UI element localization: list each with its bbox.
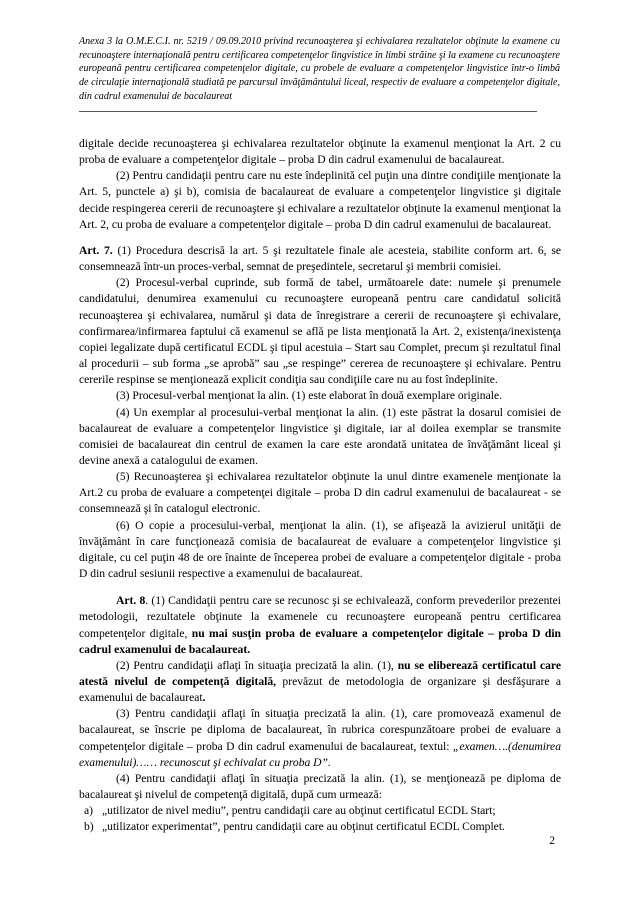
paragraph-art7-3: (3) Procesul-verbal menţionat la alin. (1) este elaborat în două exemplare originale. [116,389,502,403]
list-item-label: a) [84,804,94,818]
art8-1-text: . (1) Candidaţii pentru care se recunosc şi se echivalează, conform prevederilor prezentei metodologii, rezultatele obţinute la examenele cu recunoaştere europeană pentru certificarea competenţelor digitale, [79,594,561,640]
list-item-text: „utilizator experimentat”, pentru candidaţii care au obţinut certificatul ECDL Complet. [102,820,505,834]
art8-2-bold-period: . [202,691,206,705]
art8-2-bold-text: nu se eliberează certificatul care atestă nivelul de competenţă digitală, [79,658,561,688]
art8-1-bold-text: nu mai susţin proba de evaluare a competenţelor digitale – proba D din cadrul examenului de bacalaureat. [79,626,562,656]
art8-2-text-cont: prevăzut de metodologia de organizare şi desfăşurare a examenului de bacalaureat [79,675,562,705]
art8-2-text: (2) Pentru candidaţii aflaţi în situaţia precizată la alin. (1), [116,658,398,672]
article-label-art8: Art. 8 [116,594,146,608]
art8-3-italic-text: „examen….(denumirea examenului)…… recunoscut şi echivalat cu proba D”. [79,739,561,769]
paragraph-art7-5: (5) Recunoaşterea şi echivalarea rezultatelor obţinute la unul dintre examenele menţionate la Art.2 cu proba de evaluare a competenţei digitale – proba D din cadrul examenului de bacalaureat - se consemnează şi în catalogul electronic. [79,470,561,516]
paragraph-art8-2 [79,658,561,706]
document-body [79,136,561,836]
header-divider [79,111,537,112]
paragraph-art7-2: (2) Procesul-verbal cuprinde, sub formă de tabel, următoarele date: numele şi prenumele candidatului, denumirea examenului cu recunoaştere europeană pentru care candidatul solicită recunoaşterea şi echivalarea, numărul şi data de înregistrare a cererii de recunoaştere şi echivalare, confirmarea/infirmarea faptului că examenul se află pe lista menţionată la Art. 2, existenţa/inexistenţa copiei legalizate după certificatul ECDL şi tipul acestuia – Start sau Complet, precum şi rezultatul final al procedurii – sub forma „se aprobă” sau „se respinge” cererea de recunoaştere şi echivalare. Pentru cererile respinse se menţionează explicit condiţia sau condiţiile care nu au fost îndeplinite. [79,276,561,387]
paragraph-art7-6: (6) O copie a procesului-verbal, menţionat la alin. (1), se afişează la avizierul unităţii de învăţământ în care funcţionează comisia de bacalaureat de evaluare a competenţelor lingvistice şi digitale, cu cel puţin 48 de ore înainte de începerea probei de evaluare a competenţelor digitale - proba D din cadrul sesiunii respective a examenului de bacalaureat. [79,518,561,581]
page-header: Anexa 3 la O.M.E.C.I. nr. 5219 / 09.09.2010 privind recunoaşterea şi echivalarea rezultatelor obţinute la examene cu recunoaştere internaţională pentru certificarea competenţelor lingvistice în limbi străine şi la examene cu recunoaştere europeană pentru certificarea competenţelor digitale, cu probele de evaluare a competenţelor lingvistice într-o limbă de circulaţie internaţională studiată pe parcursul învăţământului liceal, respectiv de evaluare a competenţelor digitale, din cadrul examenului de bacalaureat [79,36,560,102]
page-number: 2 [549,834,555,847]
list-item-label: b) [84,820,94,834]
art7-1-text: (1) Procedura descrisă la art. 5 şi rezultatele finale ale acesteia, stabilite conform art. 6, se consemnează într-un proces-verbal, semnat de preşedintele, secretarul şi membrii comisiei. [79,243,561,274]
paragraph-art6-2: (2) Pentru candidaţii pentru care nu este îndeplinită cel puţin una dintre condiţiile menţionate la Art. 5, punctele a) şi b), comisia de bacalaureat de evaluare a competenţelor lingvistice şi digitale decide respingerea cererii de recunoaştere şi echivalare a rezultatelor obţinute la examenul menţionat la Art. 2, cu proba de evaluare a competenţelor digitale – proba D din cadrul examenului de bacalaureat. [79,169,561,231]
paragraph-art7-1 [79,243,561,275]
list-item-text: „utilizator de nivel mediu”, pentru candidaţii care au obţinut certificatul ECDL Start; [102,804,496,818]
paragraph-art8-3 [79,706,561,771]
paragraph-art8-1 [79,593,561,658]
paragraph-art7-4: (4) Un exemplar al procesului-verbal menţionat la alin. (1) este păstrat la dosarul comisiei de bacalaureat de evaluare a competenţelor lingvistice şi digitale, iar al doilea exemplar se transmite comisiei de bacalaureat din centrul de examen la care este arondată unitatea de învăţământ liceal şi devine anexă a catalogului de examen. [79,405,561,467]
list-item [84,819,561,835]
paragraph-art8-4: (4) Pentru candidaţii aflaţi în situaţia precizată la alin. (1), se menţionează pe diploma de bacalaureat şi nivelul de competenţă digitală, după cum urmează: [79,771,561,802]
paragraph-art6-continuation: digitale decide recunoaşterea şi echivalarea rezultatelor obţinute la examenul menţionat la Art. 2 cu proba de evaluare a competenţelor digitale – proba D din cadrul examenului de bacalaureat. [79,137,561,167]
article-label-art7: Art. 7. [79,243,113,257]
art8-3-text: (3) Pentru candidaţii aflaţi în situaţia precizată la alin. (1), care promovează examenul de bacalaureat, se înscrie pe diploma de bacalaureat, în rubrica corespunzătoare probei de evaluare a competenţelor digitale – proba D din cadrul examenului de bacalaureat, textul: [79,707,561,753]
list-item [84,803,561,819]
